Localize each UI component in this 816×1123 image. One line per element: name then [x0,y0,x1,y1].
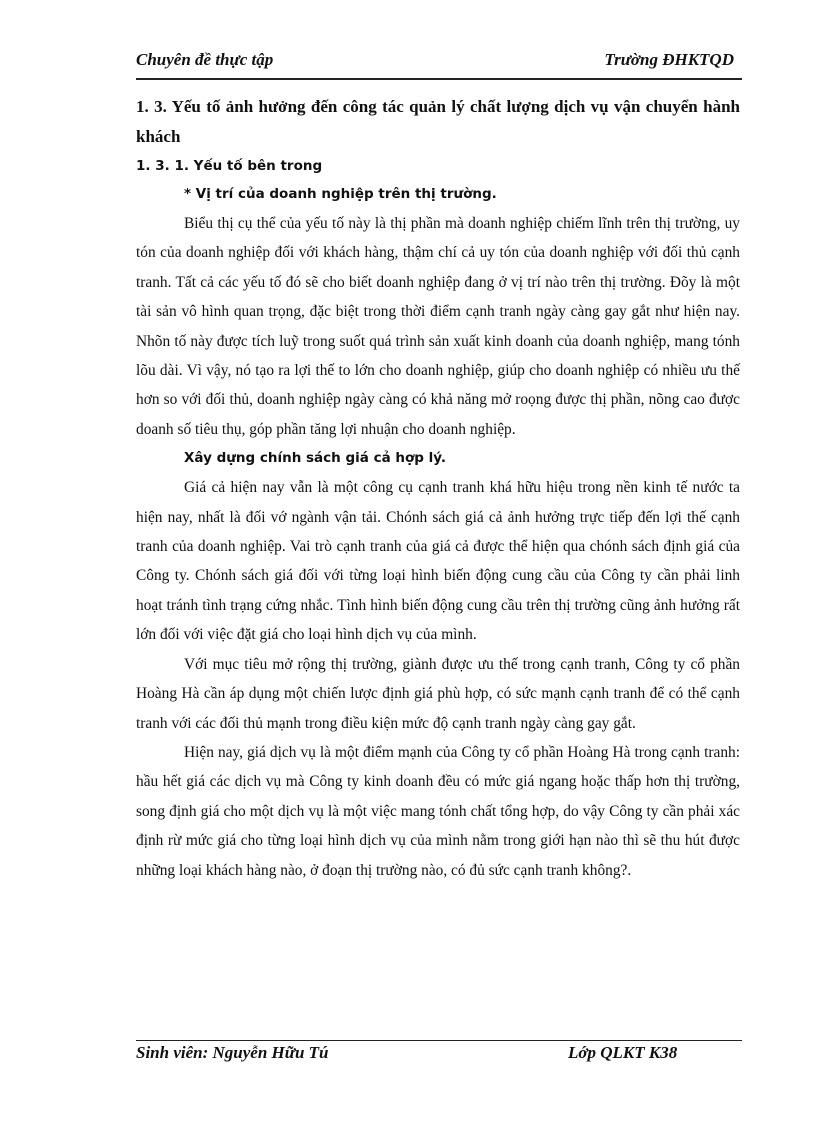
header-right-text: Trường ĐHKTQD [604,50,734,69]
page-content [136,92,740,885]
paragraph-pricing-policy: Giá cả hiện nay vẫn là một công cụ cạnh tranh khá hữu hiệu trong nền kinh tế nước ta hiện nay, nhất là đối vớ ngành vận tải. Chónh sách giá cả ảnh hưởng trực tiếp đến lợi thế cạnh tranh của doanh nghiệp. Vai trò cạnh tranh của giá cả được thể hiện qua chónh sách định giá của Công ty. Chónh sách giá đối với từng loại hình biến động cung cầu của Công ty cần phải linh hoạt tránh tình trạng cứng nhắc. Tình hình biến động cung cầu trên thị trường cũng ảnh hưởng rất lớn đối với việc đặt giá cho loại hình dịch vụ của mình. [136,479,740,644]
section-title: 1. 3. Yếu tố ảnh hưởng đến công tác quản lý chất lượng dịch vụ vận chuyển hành khách [136,97,740,146]
footer-class: Lớp QLKT K38 [568,1043,678,1062]
page-header [136,48,742,80]
subsection-title: 1. 3. 1. Yếu tố bên trong [136,158,323,174]
paragraph-market-position: Biểu thị cụ thể của yếu tố này là thị phần mà doanh nghiệp chiếm lĩnh trên thị trường, uy tón của doanh nghiệp đối với khách hàng, thậm chí cả uy tón của doanh nghiệp với đối thủ cạnh tranh. Tất cả các yếu tố đó sẽ cho biết doanh nghiệp đang ở vị trí nào trên thị trường. Đõy là một tài sản vô hình quan trọng, đặc biệt trong thời điểm cạnh tranh ngày càng gay gắt như hiện nay. Nhõn tố này được tích luỹ trong suốt quá trình sản xuất kinh doanh của doanh nghiệp, mang tónh lõu dài. Vì vậy, nó tạo ra lợi thế to lớn cho doanh nghiệp, giúp cho doanh nghiệp có nhiều ưu thế hơn so với đối thủ, doanh nghiệp ngày càng có khả năng mở roọng được thị phần, nõng cao được doanh số tiêu thụ, góp phần tăng lợi nhuận cho doanh nghiệp. [136,215,740,438]
footer-student-name: Sinh viên: Nguyễn Hữu Tú [136,1043,329,1062]
paragraph-current-pricing: Hiện nay, giá dịch vụ là một điểm mạnh của Công ty cổ phần Hoàng Hà trong cạnh tranh: hầu hết giá các dịch vụ mà Công ty kinh doanh đều có mức giá ngang hoặc thấp hơn thị trường, song định giá cho một dịch vụ là một việc mang tónh chất tổng hợp, do vậy Công ty cần phải xác định rừ mức giá cho từng loại hình dịch vụ của mình nằm trong giới hạn nào thì sẽ thu hút được những loại khách hàng nào, ở đoạn thị trường nào, có đủ sức cạnh tranh không?. [136,743,740,879]
page-footer [136,1040,742,1062]
header-left-text: Chuyên đề thực tập [136,50,274,69]
paragraph-market-expansion: Với mục tiêu mở rộng thị trường, giành được ưu thế trong cạnh tranh, Công ty cổ phần Hoàng Hà cần áp dụng một chiến lược định giá phù hợp, có sức mạnh cạnh tranh để có thể cạnh tranh với các đối thủ mạnh trong điều kiện mức độ cạnh tranh ngày càng gay gắt. [136,655,740,732]
heading-pricing-policy: Xây dựng chính sách giá cả hợp lý. [184,450,446,467]
heading-market-position: * Vị trí của doanh nghiệp trên thị trường. [184,186,497,202]
